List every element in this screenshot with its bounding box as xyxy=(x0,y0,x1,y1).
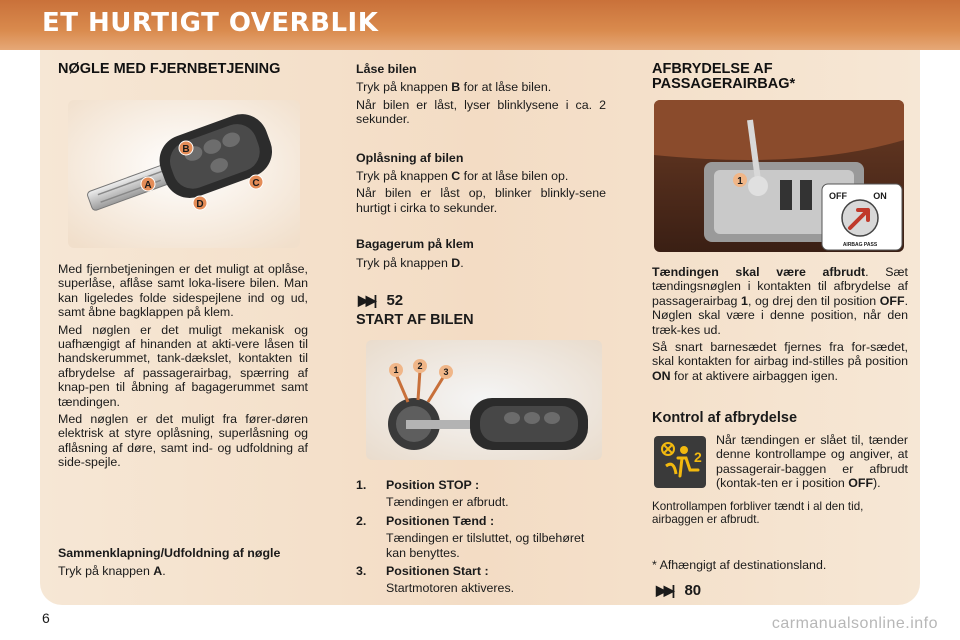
lock-title: Låse bilen xyxy=(356,62,417,76)
footnote: * Afhængigt af destinationsland. xyxy=(652,558,827,572)
ignition-label-1: 1 xyxy=(393,365,399,375)
ignition-label-2: 2 xyxy=(417,361,423,371)
remote-key-heading: NØGLE MED FJERNBETJENING xyxy=(58,61,281,77)
right-column xyxy=(652,62,908,92)
remote-key-paragraph-2: Med nøglen er det muligt mekanisk og uafhængigt af hinanden at akti-vere låsen til handskerummet, tank-dækslet, kontakten til afbrydelse af passagerairbag, spærring af knap-pen til åbning af bagagerummet samt tændingen. xyxy=(58,322,308,409)
lock-paragraph-2: Når bilen er låst, lyser blinklysene i ca. 2 sekunder. xyxy=(356,97,606,127)
key-label-a: A xyxy=(144,180,152,191)
remote-key-paragraph-3: Med nøglen er det muligt fra fører-døren elektrisk at styre oplåsning, superlåsning og aflåsning af døre, samt ind- og udfoldning af side-spejle. xyxy=(58,411,308,470)
ignition-label-3: 3 xyxy=(443,367,449,377)
middle-column xyxy=(356,62,606,273)
unlock-paragraph-1: Tryk på knappen C for at låse bilen op. xyxy=(356,168,569,183)
unlock-title: Oplåsning af bilen xyxy=(356,150,464,165)
page-ref-80[interactable]: ▶▶| 80 xyxy=(656,582,702,599)
airbag-heading: AFBRYDELSE AF PASSAGERAIRBAG* xyxy=(652,61,796,93)
lock-paragraph-1: Tryk på knappen B for at låse bilen. xyxy=(356,80,552,95)
airbag-text xyxy=(652,265,908,386)
key-label-b: B xyxy=(182,144,190,155)
skip-forward-icon: ▶▶| xyxy=(358,292,375,308)
control-paragraph: Når tændingen er slået til, tænder denne kontrollampe og angiver, at passagerair-baggen er afbrudt (kontak-ten er i position OFF). xyxy=(716,433,908,491)
position-item-1: 1. Position STOP : Tændingen er afbrudt. xyxy=(356,478,509,510)
trunk-paragraph: Tryk på knappen D. xyxy=(356,255,464,270)
switch-caption: AIRBAG PASS xyxy=(842,242,878,248)
unlock-paragraph-2: Når bilen er låst op, blinker blinkly-sene hurtigt i cirka to sekunder. xyxy=(356,186,606,215)
remote-key-image xyxy=(68,100,300,248)
airbag-paragraph-1: Tændingen skal være afbrudt. Sæt tændingsnøglen i kontakten til afbrydelse af passagerairbag 1, og drej den til position OFF. Nøglen skal være i denne position, når den træk-kes ud. xyxy=(652,265,909,337)
control-text xyxy=(716,433,908,494)
button-a-ref: A xyxy=(153,564,163,579)
key-label-c: C xyxy=(252,178,260,189)
watermark: carmanualsonline.info xyxy=(771,615,938,632)
skip-forward-icon: ▶▶| xyxy=(656,582,673,598)
position-item-2: 2. Positionen Tænd : Tændingen er tilsluttet, og tilbehøret kan benyttes. xyxy=(356,513,585,560)
left-column xyxy=(58,62,308,77)
key-label-d: D xyxy=(196,199,204,210)
page-title: ET HURTIGT OVERBLIK xyxy=(42,8,379,38)
control-heading: Kontrol af afbrydelse xyxy=(652,410,798,426)
airbag-warning-lamp-icon xyxy=(654,436,706,488)
position-item-3: 3. Positionen Start : Startmotoren aktiveres. xyxy=(356,563,515,596)
fold-key-section xyxy=(58,546,308,579)
trunk-title: Bagagerum på klem xyxy=(356,237,474,252)
fold-key-title: Sammenklapning/Udfoldning af nøgle xyxy=(58,546,281,560)
positions-list xyxy=(356,474,606,596)
fold-key-text: Tryk på knappen A. xyxy=(58,564,166,579)
airbag-switch-image xyxy=(654,100,904,252)
svg-text:2: 2 xyxy=(694,449,702,465)
page-number: 6 xyxy=(42,610,50,626)
switch-off-label: OFF xyxy=(829,191,847,201)
switch-on-label: ON xyxy=(873,191,887,201)
airbag-paragraph-2: Så snart barnesædet fjernes fra for-sædet, skal kontakten for airbag ind-stilles på position ON for at aktivere airbaggen igen. xyxy=(652,339,908,383)
control-note: Kontrollampen forbliver tændt i al den tid, airbaggen er afbrudt. xyxy=(652,500,864,527)
ignition-key-image xyxy=(366,340,602,460)
page-ref-52[interactable]: ▶▶| 52 xyxy=(358,292,404,309)
left-text xyxy=(58,262,308,472)
start-heading: START AF BILEN xyxy=(356,312,474,328)
airbag-label-1: 1 xyxy=(737,176,743,187)
remote-key-paragraph-1: Med fjernbetjeningen er det muligt at oplåse, superlåse, aflåse samt loka-lisere bilen. Man kan ligeledes folde sidespejlene ind og ud, samt åbne bagklappen på klem. xyxy=(58,262,308,320)
